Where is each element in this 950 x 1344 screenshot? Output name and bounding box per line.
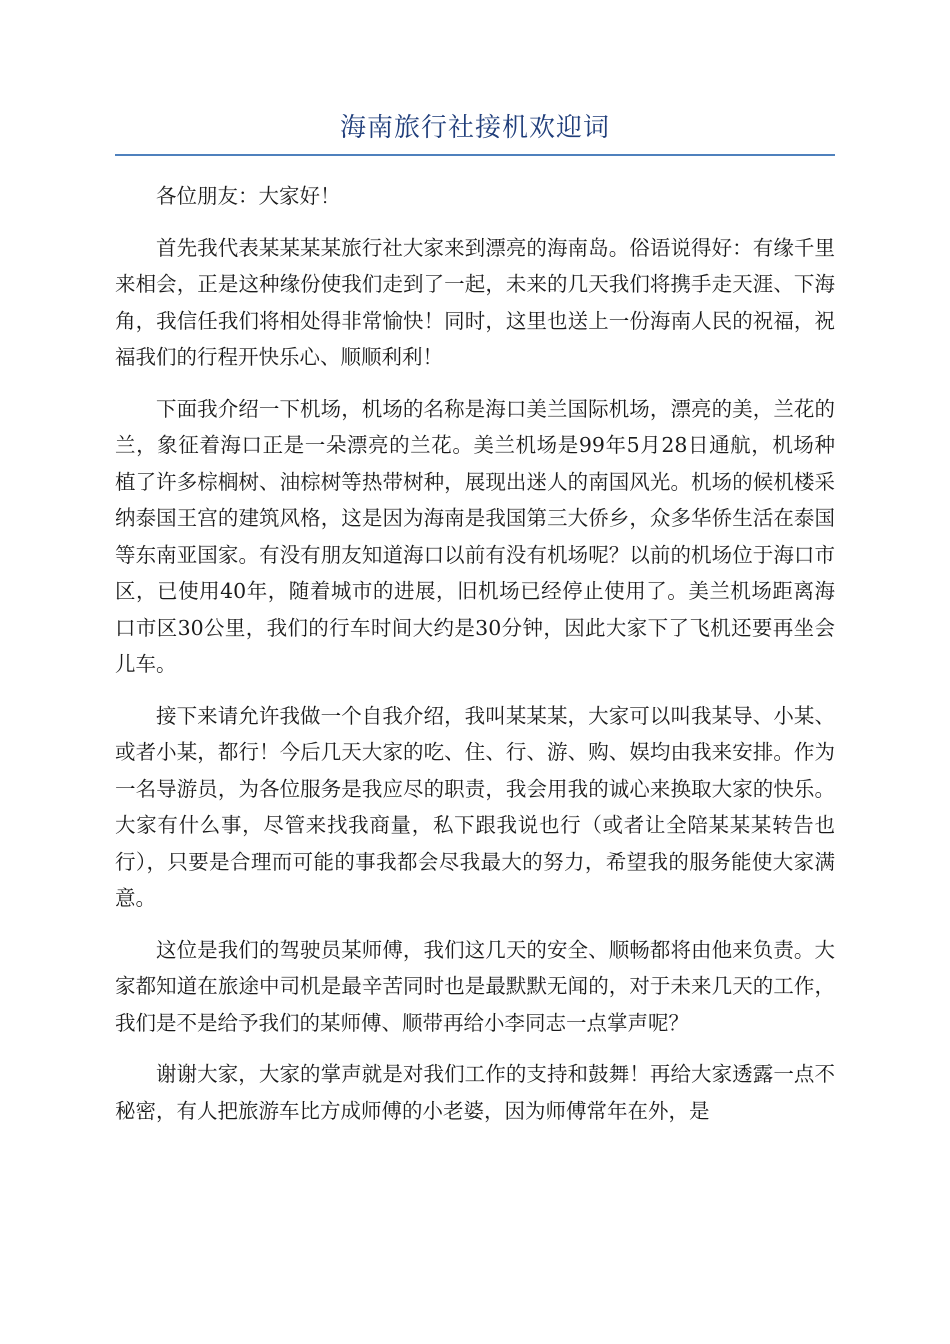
document-body [115, 178, 835, 1129]
paragraph-self-intro: 接下来请允许我做一个自我介绍，我叫某某某，大家可以叫我某导、小某、或者小某，都行！今后几天大家的吃、住、行、游、购、娱均由我来安排。作为一名导游员，为各位服务是我应尽的职责，我会用我的诚心来换取大家的快乐。大家有什么事，尽管来找我商量，私下跟我说也行（或者让全陪某某某转告也行），只要是合理而可能的事我都会尽我最大的努力，希望我的服务能使大家满意。 [115, 703, 835, 910]
document-page [115, 110, 835, 1144]
paragraph-welcome: 首先我代表某某某某旅行社大家来到漂亮的海南岛。俗语说得好：有缘千里来相会，正是这种缘份使我们走到了一起，未来的几天我们将携手走天涯、下海角，我信任我们将相处得非常愉快！同时，这里也送上一份海南人民的祝福，祝福我们的行程开快乐心、顺顺利利！ [115, 235, 835, 369]
paragraph-greeting: 各位朋友：大家好！ [156, 184, 341, 208]
paragraph-thanks: 谢谢大家，大家的掌声就是对我们工作的支持和鼓舞！再给大家透露一点不秘密，有人把旅游车比方成师傅的小老婆，因为师傅常年在外，是 [115, 1062, 835, 1123]
paragraph-airport: 下面我介绍一下机场，机场的名称是海口美兰国际机场，漂亮的美，兰花的兰，象征着海口正是一朵漂亮的兰花。美兰机场是99年5月28日通航，机场种植了许多棕榈树、油棕树等热带树种，展现出迷人的南国风光。机场的候机楼采纳泰国王宫的建筑风格，这是因为海南是我国第三大侨乡，众多华侨生活在泰国等东南亚国家。有没有朋友知道海口以前有没有机场呢？以前的机场位于海口市区，已使用40年，随着城市的进展，旧机场已经停止使用了。美兰机场距离海口市区30公里，我们的行车时间大约是30分钟，因此大家下了飞机还要再坐会儿车。 [115, 396, 835, 676]
paragraph-driver: 这位是我们的驾驶员某师傅，我们这几天的安全、顺畅都将由他来负责。大家都知道在旅途中司机是最辛苦同时也是最默默无闻的，对于未来几天的工作，我们是不是给予我们的某师傅、顺带再给小李同志一点掌声呢？ [115, 937, 835, 1035]
document-title: 海南旅行社接机欢迎词 [339, 113, 610, 143]
title-underline [115, 154, 835, 156]
